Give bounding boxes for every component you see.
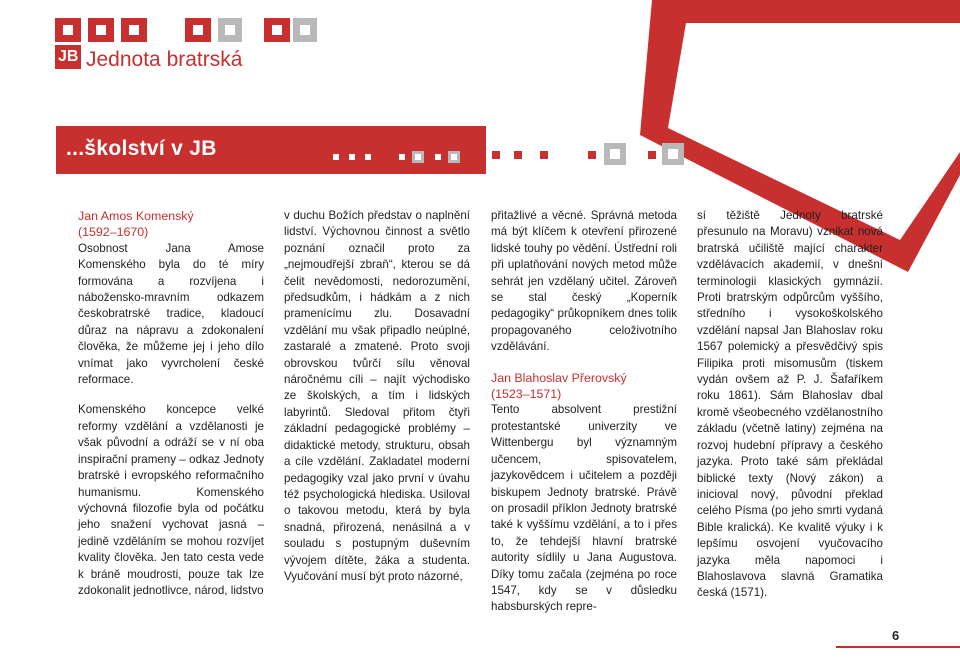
paragraph: Osobnost Jana Amose Komenského byla do té míry formována a rozvíjena i nábožensko-mravním odkazem českobratrské tradice, kladoucí důraz na nápravu a zdokonalení člověka, že můžeme jej i jeho dílo vnímat jako vyvrcholení české reformace. [78,241,264,387]
paragraph: v duchu Božích představ o naplnění lidství. Výchovnou činnost a světlo poznání označil proto za „nejmoudřejší zbraň“, kterou se dá čelit nevědomosti, nedorozumění, předsudkům, i hádkám a z nich pramenícímu zlu. Dosavadní vzdělání mu však připadlo neúplné, zastaralé a zmatené. Proto svoji obrovskou tvůrčí sílu věnoval náročnému cíli – najít východisko ze školských, a tím i lidských labyrintů. Sledoval přitom čtyři základní pedagogické problémy – didaktické metody, strukturu, obsah a cíle vzdělání. Zakladatel moderní pedagogiky vzal jako první v úvahu též psychologická hlediska. Usiloval o takovou metodu, která by byla snadná, přirozená, nenásilná a v souladu s postupným duševním vývojem dítěte, žáka a studenta. Vyučování musí být proto názorné, [284,209,470,583]
heading-komensky-years: (1592–1670) [78,225,149,240]
text-column-1 [78,208,264,599]
page-number: 6 [892,628,900,643]
paragraph: Komenského koncepce velké reformy vzdělání a vzdělanosti je však původní a odráží se v ní oba inspirační prameny – odkaz Jednoty bratrské i evropského reformačního humanismu. Komenského výchovná filozofie byla od počátku jeho snažení vychovat jasná – jedině vzděláním se mohou rozvíjet kvality člověka. Jen tato cesta vede k bráně moudrosti, pouze tak lze zdokonalit jednotlivce, národ, lidstvo [78,403,264,597]
paragraph: Tento absolvent prestižní protestantské univerzity ve Wittenbergu byl významným učencem, spisovatelem, jazykovědcem i učitelem a později biskupem Jednoty bratrské. Právě on prosadil příklon Jednoty bratrské také k vyššímu vzdělání, a to i přes to, že tehdejší hlavní bratrské autority sídlily u Jana Augustova. Díky tomu začala (zejména po roce 1547, kdy se v důsledku habsburských repre- [491,403,677,614]
heading-blahoslav-years: (1523–1571) [491,387,562,402]
page-number-rule [836,646,960,648]
paragraph: přitažlivé a věcné. Správná metoda má být klíčem k otevření přirozené lidské touhy po vědění. Ústřední roli při uplatňování nových metod může sehrát jen vzdělaný učitel. Zároveň se stal český „Koperník pedagogiky“ průkopníkem dnes tolik propagovaného celoživotního vzdělávání. [491,209,677,354]
heading-komensky-name: Jan Amos Komenský [78,209,194,223]
brand-name: Jednota bratrská [86,48,243,71]
text-column-2 [284,208,470,585]
text-column-4 [697,208,883,602]
text-column-3 [491,208,677,616]
heading-blahoslav-name: Jan Blahoslav Přerovský [491,370,627,385]
section-title: ...školství v JB [66,137,217,160]
paragraph: sí těžiště Jednoty bratrské přesunulo na Moravu) vznikat nová bratrská učiliště mající charakter vzdělávacích akademií, v dnešní terminologii klasických gymnázií. Proti bratrským odpůrcům vyššího, středního i vysokoškolského vzdělání napsal Jan Blahoslav roku 1567 polemický a přesvědčivý spis Filipika proti misomusům (tiskem vydán ovšem až P. J. Šafaříkem roku 1861). Sám Blahoslav dbal kromě všeobecného vzdělanostního základu (včetně latiny) zejména na rozvoj hudební přípravy a českého jazyka. Proto také sám překládal biblické texty (Nový zákon) a inicioval nový, původní překlad celého Písma (po jeho smrti vydaná Bible kralická). Ke kvalitě výuky i k lepšímu osvojení vyučovacího jazyka měla napomoci i Blahoslavova slavná Gramatika česká (1571). [697,209,883,600]
